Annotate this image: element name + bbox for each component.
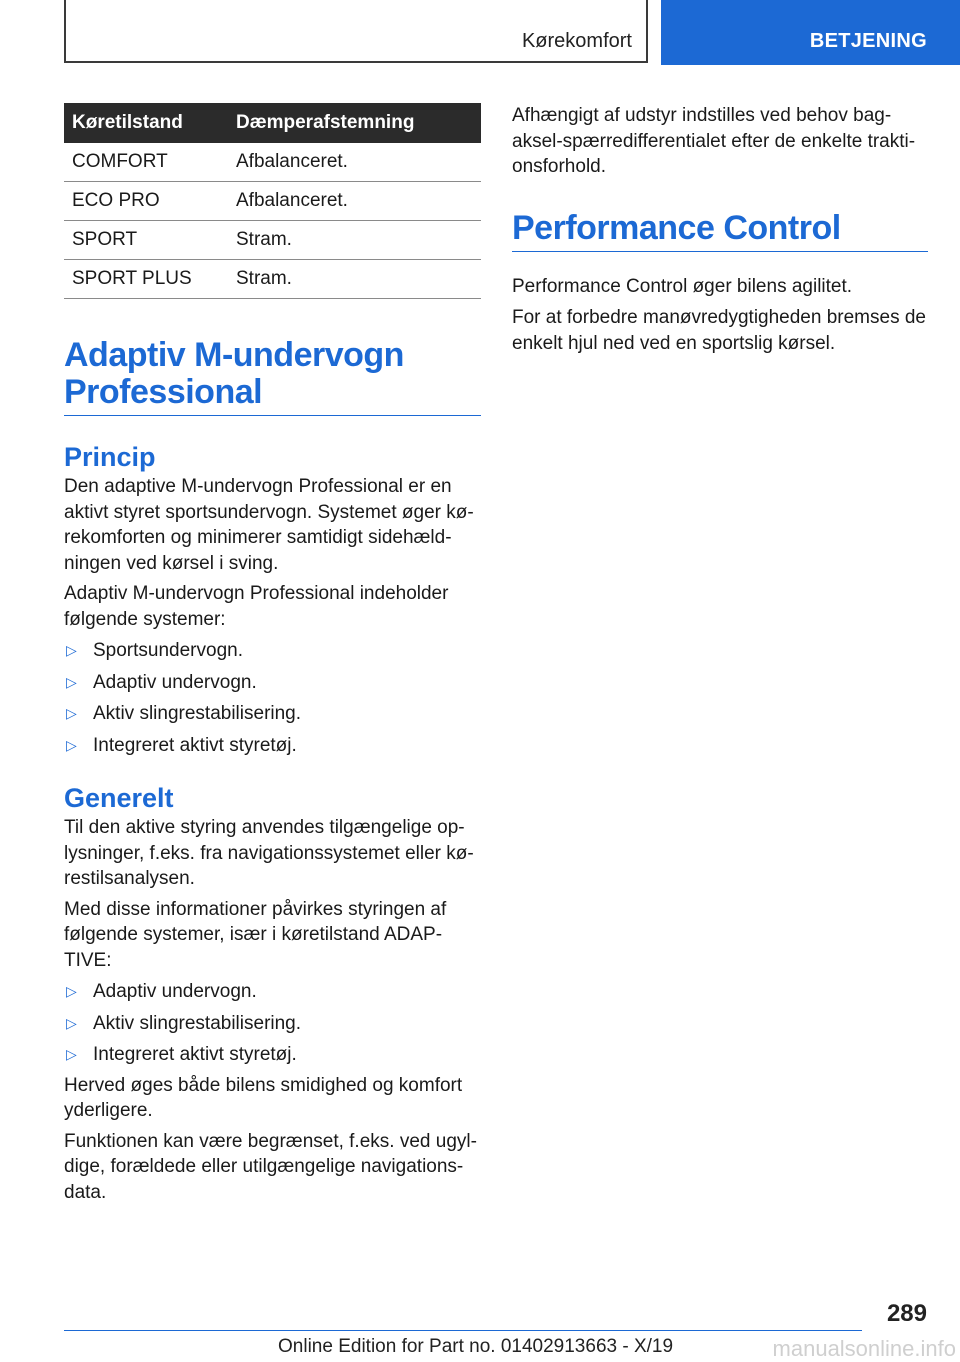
table-row [64,221,481,260]
table-cell: SPORT PLUS [64,260,226,299]
table-header-cell: Dæmperafstemning [226,103,481,143]
paragraph: Performance Control øger bilens agilitet. [512,275,853,297]
header-chapter-title: BETJENING [809,30,927,52]
paragraph: Herved øges både bilens smidighed og komfort yderligere. [64,1074,463,1121]
paragraph: Til den aktive styring anvendes tilgængelige op-lysninger, f.eks. fra navigationssystemet eller kø-restilsanalysen. [64,817,474,889]
table-cell: Afbalanceret. [226,182,481,221]
table-row [64,182,481,221]
triangle-bullet-icon: ▷ [66,673,77,690]
triangle-bullet-icon: ▷ [66,1014,77,1031]
triangle-bullet-icon: ▷ [66,983,77,999]
list-item: ▷ Integreret aktivt styretøj. [64,733,481,759]
paragraph: Afhængigt af udstyr indstilles ved behov bag-aksel-spærredifferentialet efter de enkelte trakti-onsforhold. [512,105,916,177]
triangle-bullet-icon: ▷ [66,736,77,753]
table-header-row [64,103,481,143]
triangle-bullet-icon: ▷ [66,1046,77,1062]
paragraph: For at forbedre manøvredygtigheden bremses de enkelt hjul ned ved en sportslig kørsel. [512,307,926,354]
bullet-list [64,638,481,758]
list-item: ▷ Integreret aktivt styretøj. [64,1042,481,1068]
subsection-heading-princip: Princip [64,442,156,472]
section-heading-block [64,337,481,416]
section-heading: Adaptiv M-undervogn Professional [64,336,404,411]
table-cell: ECO PRO [64,182,226,221]
section-heading: Performance Control [512,208,841,247]
right-column [512,103,928,356]
bullet-list [64,979,481,1068]
footer-edition: Online Edition for Part no. 01402913663 - X/19 [278,1336,674,1357]
footer-divider [64,1330,862,1331]
paragraph: Funktionen kan være begrænset, f.eks. ved ugyl-dige, forældede eller utilgængelige navigations-data. [64,1130,477,1203]
list-item: ▷ Sportsundervogn. [64,638,481,664]
section-heading-block [512,210,928,252]
table-header-cell: Køretilstand [64,103,226,143]
table-cell: COMFORT [64,143,226,182]
header-section-box [64,0,648,63]
paragraph: Adaptiv M-undervogn Professional indeholder følgende systemer: [64,583,449,630]
triangle-bullet-icon: ▷ [66,642,77,658]
list-item: ▷ Aktiv slingrestabilisering. [64,701,481,727]
page-number: 289 [886,1300,927,1327]
header-chapter-tab [661,0,960,65]
header-section-title: Kørekomfort [521,30,632,52]
list-item: ▷ Adaptiv undervogn. [64,979,481,1005]
watermark: manualsonline.info [772,1336,956,1361]
paragraph: Med disse informationer påvirkes styringen af følgende systemer, især i køretilstand ADAP-TIVE: [64,898,447,971]
table-row [64,143,481,182]
table-cell: Stram. [226,221,481,260]
table-cell: Afbalanceret. [226,143,481,182]
table-cell: SPORT [64,221,226,260]
drive-mode-table [64,103,481,299]
paragraph: Den adaptive M-undervogn Professional er en aktivt styret sportsundervogn. Systemet øger kø-rekomforten og minimerer samtidigt sidehæld-ningen ved kørsel i sving. [64,476,474,574]
subsection-heading-generelt: Generelt [64,783,174,813]
table-row [64,260,481,299]
table-cell: Stram. [226,260,481,299]
left-column [64,103,481,1205]
triangle-bullet-icon: ▷ [66,705,77,721]
list-item: ▷ Adaptiv undervogn. [64,670,481,696]
list-item: ▷ Aktiv slingrestabilisering. [64,1011,481,1037]
